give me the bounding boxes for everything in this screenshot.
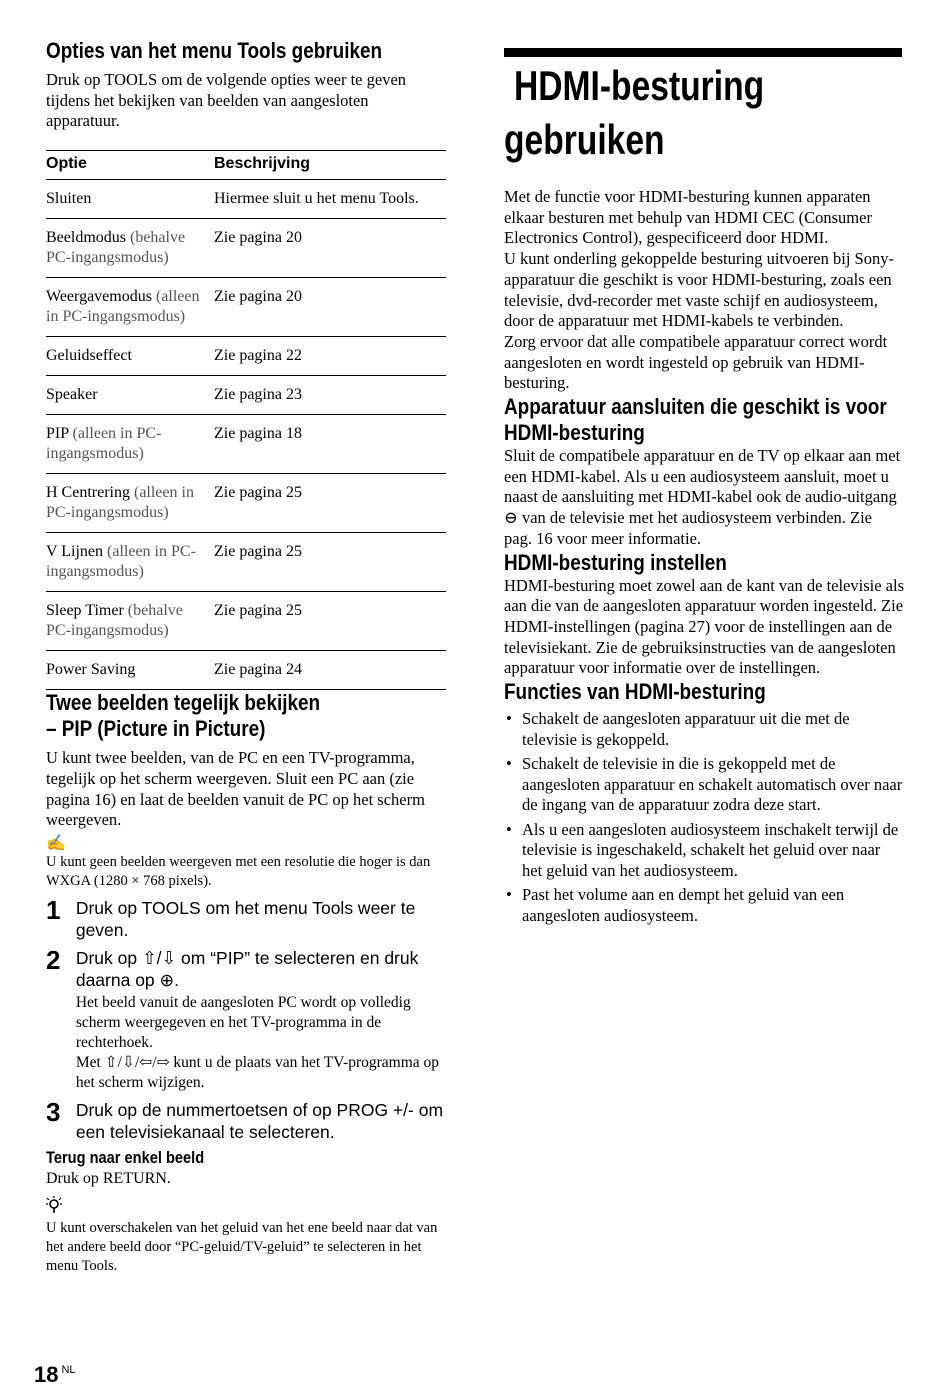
step-item: [46, 1096, 446, 1143]
hint-lightbulb-icon: [46, 1196, 446, 1219]
page-number-value: 18: [34, 1362, 59, 1387]
option-name-cell: [46, 592, 214, 651]
options-table-row: [46, 533, 446, 592]
functions-heading: Functies van HDMI-besturing: [504, 679, 766, 705]
option-mode-note: (alleen in PC-ingangsmodus): [46, 425, 162, 463]
options-table-header: [46, 151, 446, 180]
hint-text: U kunt overschakelen van het geluid van het ene beeld naar dat van het andere beeld door “PC-geluid/TV-geluid” te selecteren in het menu Tools.: [46, 1219, 438, 1274]
step-title: Druk op ⇧/⇩ om “PIP” te selecteren en druk daarna op ⊕.: [75, 947, 419, 990]
option-description: Zie pagina 22: [214, 337, 446, 376]
option-name: Beeldmodus: [46, 229, 126, 247]
option-description: Zie pagina 23: [214, 376, 446, 415]
function-bullet: • Als u een aangesloten audiosysteem inschakelt terwijl de televisie is ingeschakeld, schakelt het geluid over naar het geluid van het audiosysteem.: [504, 820, 904, 882]
pip-heading-line2: – PIP (Picture in Picture): [46, 716, 266, 742]
language-code: NL: [61, 1364, 76, 1376]
option-name: V Lijnen: [46, 543, 104, 561]
connect-heading-line1: Apparatuur aansluiten die geschikt is voor: [504, 394, 887, 420]
option-name: PIP: [46, 425, 69, 443]
pip-intro: U kunt twee beelden, van de PC en een TV-programma, tegelijk op het scherm weergeven. Sluit een PC aan (zie pagina 16) en laat de beelden vanuit de PC op het scherm weergeven.: [46, 748, 425, 830]
step-item: [46, 944, 446, 1093]
option-description: Zie pagina 25: [214, 474, 446, 533]
step-description: Het beeld vanuit de aangesloten PC wordt op volledig scherm weergegeven en het TV-programma in de rechterhoek. Met ⇧/⇩/⇦/⇨ kunt u de plaats van het TV-programma op het scherm wijzigen.: [75, 993, 440, 1091]
hdmi-title-line2: gebruiken: [504, 116, 665, 163]
option-name-cell: [46, 219, 214, 278]
option-name-cell: [46, 337, 214, 376]
pip-heading-line1: Twee beelden tegelijk bekijken: [46, 690, 321, 716]
step-body: [76, 947, 446, 1093]
lightbulb-icon: [46, 1196, 62, 1214]
options-table-row: [46, 651, 446, 690]
options-table-row: [46, 415, 446, 474]
option-name-cell: [46, 533, 214, 592]
function-bullet: • Schakelt de televisie in die is gekoppeld met de aangesloten apparatuur en schakelt automatisch over naar de ingang van de apparatuur zodra deze start.: [504, 754, 904, 816]
option-mode-note: (alleen in PC-ingangsmodus): [46, 288, 200, 326]
option-description: Zie pagina 25: [214, 592, 446, 651]
option-description: Zie pagina 20: [214, 278, 446, 337]
step-number: 1: [46, 894, 61, 925]
tools-intro: Druk op TOOLS om de volgende opties weer te geven tijdens het bekijken van beelden van aangesloten apparatuur.: [46, 70, 407, 131]
option-description: Zie pagina 24: [214, 651, 446, 690]
options-table-row: [46, 376, 446, 415]
option-mode-note: (alleen in PC-ingangsmodus): [46, 484, 194, 522]
options-table-row: [46, 180, 446, 219]
option-description: Hiermee sluit u het menu Tools.: [214, 180, 446, 219]
option-name: Sluiten: [46, 190, 92, 208]
hdmi-title-line1: HDMI-besturing: [514, 62, 765, 109]
option-description: Zie pagina 18: [214, 415, 446, 474]
function-bullet: • Past het volume aan en dempt het geluid van een aangesloten audiosysteem.: [504, 885, 904, 926]
title-bar: [504, 48, 902, 57]
option-name-cell: [46, 376, 214, 415]
options-table-row: [46, 337, 446, 376]
options-table-row: [46, 219, 446, 278]
option-mode-note: (behalve PC-ingangsmodus): [46, 229, 186, 267]
page-number: [34, 1362, 76, 1388]
option-name: Power Saving: [46, 661, 136, 679]
step-body: [76, 897, 446, 941]
options-table-body: [46, 180, 446, 690]
option-name-cell: [46, 278, 214, 337]
return-heading: Terug naar enkel beeld: [46, 1147, 205, 1167]
step-number: 3: [46, 1096, 61, 1127]
connect-heading-line2: HDMI-besturing: [504, 420, 645, 446]
option-name: Weergavemodus: [46, 288, 152, 306]
note-pencil-icon: ✍: [46, 834, 66, 852]
option-name: Geluidseffect: [46, 347, 132, 365]
connect-text: Sluit de compatibele apparatuur en de TV op elkaar aan met een HDMI-kabel. Als u een audiosysteem aansluit, moet u naast de aansluiting met HDMI-kabel ook de audio-uitgang ⊖ van de televisie met het audiosysteem verbinden. Zie pag. 16 voor meer informatie.: [504, 446, 901, 548]
options-table-row: [46, 474, 446, 533]
option-mode-note: (alleen in PC-ingangsmodus): [46, 543, 196, 581]
step-title: Druk op TOOLS om het menu Tools weer te geven.: [75, 897, 416, 940]
column-header-option: Optie: [46, 151, 214, 180]
setup-heading: HDMI-besturing instellen: [504, 549, 727, 575]
return-text: Druk op RETURN.: [46, 1169, 171, 1187]
step-title: Druk op de nummertoetsen of op PROG +/- om een televisiekanaal te selecteren.: [75, 1099, 444, 1142]
tools-menu-heading: Opties van het menu Tools gebruiken: [46, 38, 383, 63]
options-table-row: [46, 278, 446, 337]
option-name-cell: [46, 474, 214, 533]
function-bullet: • Schakelt de aangesloten apparatuur uit die met de televisie is gekoppeld.: [504, 709, 904, 750]
option-mode-note: (behalve PC-ingangsmodus): [46, 602, 183, 640]
option-name-cell: [46, 180, 214, 219]
options-table-row: [46, 592, 446, 651]
option-name: H Centrering: [46, 484, 130, 502]
steps-list: [46, 894, 446, 1143]
option-name-cell: [46, 415, 214, 474]
option-name: Sleep Timer: [46, 602, 124, 620]
right-column: [504, 38, 904, 930]
options-table: [46, 150, 446, 690]
column-header-description: Beschrijving: [214, 151, 446, 180]
hdmi-intro: Met de functie voor HDMI-besturing kunnen apparaten elkaar besturen met behulp van HDMI CEC (Consumer Electronics Control), gespecificeerd door HDMI. U kunt onderling gekoppelde besturing uitvoeren bij Sony-apparatuur die geschikt is voor HDMI-besturing, zoals een televisie, dvd-recorder met vaste schijf en audiosysteem, door de apparatuur met HDMI-kabels te verbinden. Zorg ervoor dat alle compatibele apparatuur correct wordt aangesloten en wordt ingesteld op gebruik van HDMI-besturing.: [504, 187, 894, 393]
option-name: Speaker: [46, 386, 98, 404]
step-number: 2: [46, 944, 61, 975]
setup-text: HDMI-besturing moet zowel aan de kant van de televisie als aan die van de aangesloten apparatuur worden ingesteld. Zie HDMI-instellingen (pagina 27) voor de instellingen aan de televisiekant. Zie de gebruiksinstructies van de aangesloten apparatuur voor informatie over de instellingen.: [504, 575, 904, 678]
step-body: [76, 1099, 446, 1143]
option-description: Zie pagina 20: [214, 219, 446, 278]
option-description: Zie pagina 25: [214, 533, 446, 592]
option-name-cell: [46, 651, 214, 690]
step-item: [46, 894, 446, 941]
functions-list: [504, 709, 904, 926]
left-column: [46, 38, 446, 1276]
note-text: U kunt geen beelden weergeven met een resolutie die hoger is dan WXGA (1280 × 768 pixels).: [46, 853, 431, 889]
